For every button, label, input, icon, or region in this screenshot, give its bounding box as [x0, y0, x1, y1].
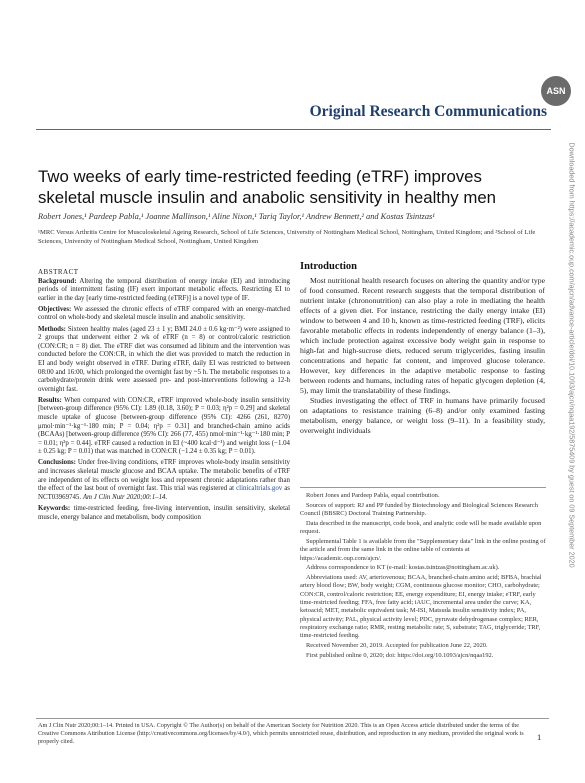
- introduction: [300, 262, 545, 436]
- background-text: Altering the temporal distribution of energy intake (EI) and introducing periods of intermittent fasting (IF) exert important metabolic effects. Restricting EI to earlier in the day [early time-restricted feeding (eTRF)] is a novel type of IF.: [38, 277, 290, 302]
- conclusions-text-end: as NCT03969745.: [38, 485, 290, 501]
- trial-registry-link[interactable]: clinicaltrials.gov: [236, 485, 283, 493]
- footnote: Received November 20, 2019. Accepted for publication June 22, 2020.: [306, 642, 488, 650]
- background-label: Background:: [38, 277, 77, 285]
- author-list: Robert Jones,¹ Pardeep Pabla,¹ Joanne Mallinson,¹ Aline Nixon,¹ Tariq Taylor,¹ Andrew Bennett,² and Kostas Tsintzas¹: [38, 212, 435, 221]
- introduction-heading: Introduction: [300, 261, 357, 272]
- abstract-heading: ABSTRACT: [38, 268, 79, 276]
- keywords-text: time-restricted feeding, free-living intervention, insulin sensitivity, skeletal muscle, energy balance and metabolism, body composition: [38, 504, 290, 521]
- results-label: Results:: [38, 396, 62, 404]
- keywords-label: Keywords:: [38, 504, 71, 512]
- abstract-conclusions: [38, 459, 290, 502]
- download-notice: [565, 120, 579, 590]
- results-text: When compared with CON:CR, eTRF improved whole-body insulin sensitivity [between-group difference (95% CI): 1.89 (0.18, 3.60); P = 0.03; η²p = 0.29] and skeletal muscle uptake of glucose [between-group difference (95% CI): 4266 (261, 8270) μmol·min⁻¹·kg⁻¹·180 min; P = 0.04; η²p = 0.31] and branched-chain amino acids (BCAAs) [between-group difference (95% CI): 266 (77, 455) nmol·min⁻¹·kg⁻¹·180 min; P = 0.01; η²p = 0.44]. eTRF caused a reduction in EI (~400 kcal·d⁻¹) and weight loss (−1.04 ± 0.25 kg; P = 0.01) that was matched in CON:CR (−1.24 ± 0.35 kg; P = 0.01).: [38, 396, 290, 456]
- footnotes: [300, 492, 546, 662]
- abstract-citation: Am J Clin Nutr 2020;00:1–14.: [82, 493, 168, 501]
- asn-logo-text: ASN: [546, 86, 566, 96]
- page-number: 1: [537, 732, 542, 742]
- footnote: Supplemental Table 1 is available from the "Supplementary data" link in the online posting of the article and from the same link in the online table of contents at https://academic.oup.com/ajcn/.: [300, 537, 546, 562]
- introduction-paragraph-1: Most nutritional health research focuses on altering the quantity and/or type of food consumed. Recent research suggests that the temporal distribution of nutrient intake (chrononutrition) can also play a role in mediating the health effects of a given diet. For instance, restricting the daily energy intake (EI) window to between 4 and 10 h, known as time-restricted feeding (TRF), elicits favorable metabolic effects in rodents independently of energy balance (1–3), which include protection against excessive body weight gain in response to high-fat and high-sucrose diets, reduced serum triglycerides, fasting insulin concentrations and hepatic fat content, and improved glucose tolerance. However, key differences in the adaptive metabolic response to fasting between rodents and humans, including rates of hepatic glycogen depletion (4, 5), may limit the translatability of these findings.: [300, 276, 545, 395]
- copyright-footer: Am J Clin Nutr 2020;00:1–14. Printed in USA. Copyright © The Author(s) on behalf of the American Society for Nutrition 2020. This is an Open Access article distributed under the terms of the Creative Commons Attribution License (http://creativecommons.org/licenses/by/4.0/), which permits unrestricted reuse, distribution, and reproduction in any medium, provided the original work is properly cited.: [38, 722, 524, 745]
- objectives-label: Objectives:: [38, 305, 72, 313]
- footnote: Address correspondence to KT (e-mail: kostas.tsintzas@nottingham.ac.uk).: [306, 564, 500, 572]
- conclusions-text: Under free-living conditions, eTRF improves whole-body insulin sensitivity and increases skeletal muscle glucose and BCAA uptake. The metabolic benefits of eTRF are independent of its effects on weight loss and represent chronic adaptations rather than the effect of the last bout of overnight fast. This trial was registered at: [38, 459, 290, 493]
- footnote: Data described in the manuscript, code book, and analytic code will be made available upon request.: [300, 519, 542, 536]
- conclusions-label: Conclusions:: [38, 459, 76, 467]
- footnote: Robert Jones and Pardeep Pabla, equal contribution.: [306, 492, 440, 499]
- abstract-objectives: [38, 306, 290, 323]
- objectives-text: We assessed the chronic effects of eTRF compared with an energy-matched control on whole-body and skeletal muscle insulin and anabolic sensitivity.: [38, 305, 290, 322]
- abstract-methods: [38, 326, 290, 395]
- abstract-background: [38, 278, 290, 304]
- download-notice-text: Downloaded from https://academic.oup.com/ajcn/advance-article/doi/10.1093/ajcn/nqaa192/5875409 by guest on 09 September 2020: [567, 142, 577, 568]
- article-title: Two weeks of early time-restricted feeding (eTRF) improves skeletal muscle insulin and anabolic sensitivity in healthy men: [38, 167, 496, 207]
- abstract-keywords: [38, 505, 290, 522]
- header-divider: [36, 129, 551, 130]
- footnote: Abbreviations used: AV, arteriovenous; BCAA, branched-chain amino acid; BFBA, brachial artery blood flow; BW, body weight; CGM, continuous glucose monitor; CHO, carbohydrate; CON:CR, control/caloric restriction; EE, energy expenditure; EI, energy intake; eTRF, early time-restricted feeding; FFA, free fatty acid; iAUC, incremental area under the curve; KA, ketoacid; MET, metabolic equivalent task; M-ISI, Matsuda insulin sensitivity index; PA, physical activity; PAL, physical activity level; PDC, pyruvate dehydrogenase complex; RER, respiratory exchange ratio; RMR, resting metabolic rate; S, substrate; TAG, triglyceride; TRF, time-restricted feeding.: [300, 574, 542, 640]
- abstract-results: [38, 397, 290, 457]
- methods-label: Methods:: [38, 325, 66, 333]
- footer-divider: [36, 718, 549, 719]
- footnote: First published online 0, 2020; doi: https://doi.org/10.1093/ajcn/nqaa192.: [306, 651, 494, 659]
- footnote: Sources of support: RJ and PP funded by Biotechnology and Biological Sciences Research Council (BBSRC) Doctoral Training Partnership.: [300, 501, 538, 518]
- abstract: [38, 268, 290, 525]
- introduction-paragraph-2: Studies investigating the effect of TRF in humans have primarily focused on adaptations to resistance training (6–8) and/or only examined fasting metabolism, energy balance, or weight loss (9–11). In a feasibility study, overweight individuals: [300, 396, 545, 435]
- methods-text: Sixteen healthy males (aged 23 ± 1 y; BMI 24.0 ± 0.6 kg·m⁻²) were assigned to 2 groups that underwent either 2 wk of eTRF (n = 8) or control/caloric restriction (CON:CR; n = 8) diet. The eTRF diet was consumed ad libitum and the intervention was conducted before the CON:CR, in which the diet was provided to match the reduction in EI and body weight observed in eTRF. During eTRF, daily EI was restricted to between 08:00 and 16:00, which prolonged the overnight fast by ~5 h. The metabolic responses to a carbohydrate/protein drink were assessed pre- and post-interventions following a 12-h overnight fast.: [38, 325, 290, 393]
- footnote-divider: [300, 487, 546, 488]
- journal-section-title: Original Research Communications: [309, 103, 547, 120]
- asn-logo: [541, 76, 571, 106]
- affiliations: ¹MRC Versus Arthritis Centre for Musculoskeletal Ageing Research, School of Life Sciences, University of Nottingham Medical School, Nottingham, United Kingdom; and ²School of Life Sciences, University of Nottingham Medical School, Nottingham, United Kingdom: [38, 229, 536, 245]
